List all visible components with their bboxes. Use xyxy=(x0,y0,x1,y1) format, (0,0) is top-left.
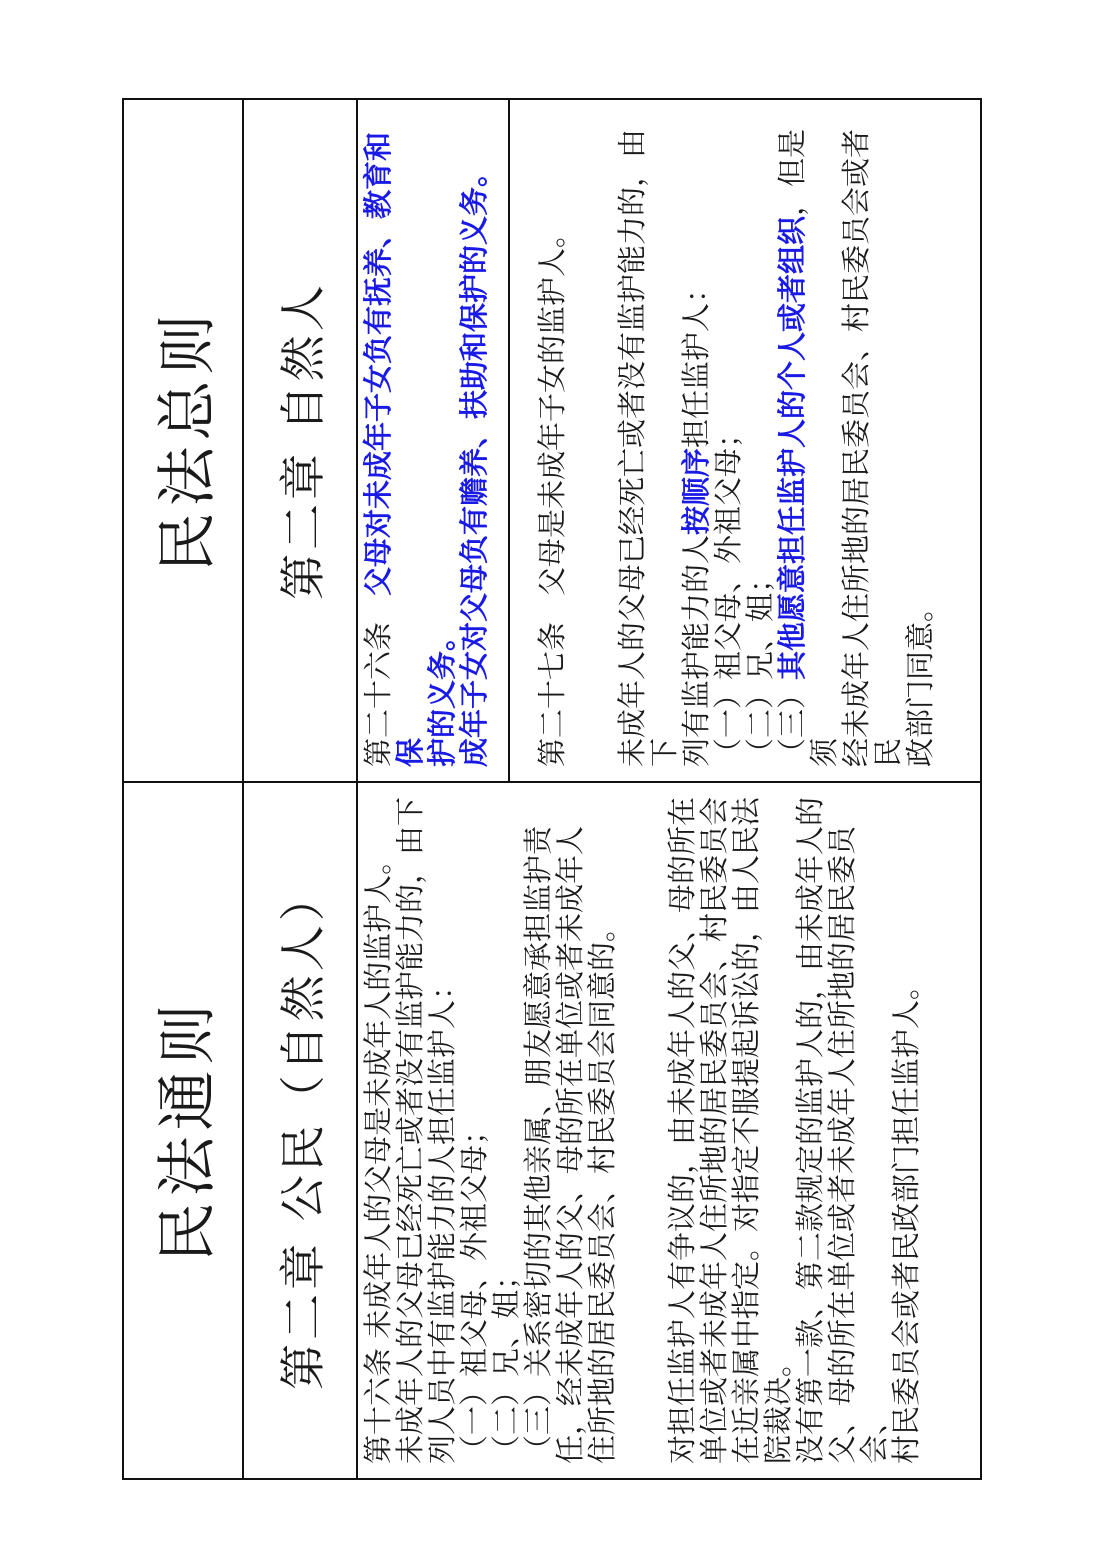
left-title: 民法通则 xyxy=(153,998,223,1263)
article-26-block xyxy=(358,100,510,781)
right-title-cell xyxy=(123,99,243,782)
article-26-text: 父母对未成年子女负有抚养、教育和保 xyxy=(361,131,427,767)
left-line: 在近亲属中指定。对指定不服提起诉讼的，由人民法 xyxy=(729,796,763,1464)
left-line: （二）兄、姐； xyxy=(489,1260,523,1464)
left-chapter-cell xyxy=(243,782,357,1479)
article-27-item: （三） xyxy=(775,679,809,767)
right-body-cell xyxy=(357,99,981,782)
article-27-line: 未成年人的父母已经死亡或者没有监护能力的，由下 xyxy=(615,128,681,767)
right-title: 民法总则 xyxy=(153,308,223,573)
right-chapter: 第二章 自然人 xyxy=(276,281,330,600)
left-line: （一）祖父母、外祖父母； xyxy=(457,1115,491,1464)
left-title-cell xyxy=(123,782,243,1479)
left-line: 任，经未成年人的父、母的所在单位或者未成年人 xyxy=(553,825,587,1464)
article-27-line: （二）兄、姐； xyxy=(743,563,777,767)
left-line: 未成年人的父母已经死亡或者没有监护能力的，由下 xyxy=(393,796,427,1464)
left-line: 没有第一款、第二款规定的监护人的，由未成年人的 xyxy=(793,796,827,1464)
left-line: 村民委员会或者民政部门担任监护人。 xyxy=(889,970,923,1464)
left-line: 院裁决。 xyxy=(761,1347,795,1464)
left-chapter: 第二章 公民（自然人） xyxy=(276,871,330,1390)
article-26-text-cont: 护的义务。 xyxy=(425,621,459,767)
article-27-text: 父母是未成年子女的监护人。 xyxy=(535,218,569,596)
left-line: 住所地的居民委员会、村民委员会同意的。 xyxy=(585,912,619,1464)
article-27-block xyxy=(510,100,936,781)
left-body xyxy=(358,783,922,1478)
comparison-table xyxy=(122,98,982,1480)
left-body-cell xyxy=(357,782,981,1479)
left-line: 对担任监护人有争议的，由未成年人的父、母的所在 xyxy=(665,796,699,1464)
left-line: （三）关系密切的其他亲属、朋友愿意承担监护责 xyxy=(521,825,555,1464)
emphasis-other-guardians: 其他愿意担任监护人的个人或者组织 xyxy=(775,215,809,680)
article-27-line: 列有监护能力的人 xyxy=(679,534,713,767)
left-line: 第十六条 未成年人的父母是未成年人的监护人。 xyxy=(361,845,395,1464)
article-27-line-end: 担任监护人： xyxy=(679,273,713,448)
rotated-comparison-table xyxy=(122,100,982,1480)
left-line: 列人员中有监护能力的人担任监护人： xyxy=(425,970,459,1464)
article-27-line: 政部门同意。 xyxy=(903,592,937,767)
right-chapter-cell xyxy=(243,99,357,782)
article-27-line: 经未成年人住所地的居民委员会、村民委员会或者民 xyxy=(839,128,905,767)
left-line: 父、母的所在单位或者未成年人住所地的居民委员会、 xyxy=(825,825,891,1464)
article-27-label: 第二十七条 xyxy=(535,621,569,767)
left-line: 单位或者未成年人住所地的居民委员会、村民委员会 xyxy=(697,796,731,1464)
article-27-line: （一）祖父母、外祖父母； xyxy=(711,418,745,767)
article-27-item-end: ，但是须 xyxy=(775,128,841,767)
article-26-text-2: 成年子女对父母负有赡养、扶助和保护的义务。 xyxy=(457,157,491,767)
emphasis-order: 按顺序 xyxy=(679,447,713,535)
article-26-label: 第二十六条 xyxy=(361,621,395,767)
